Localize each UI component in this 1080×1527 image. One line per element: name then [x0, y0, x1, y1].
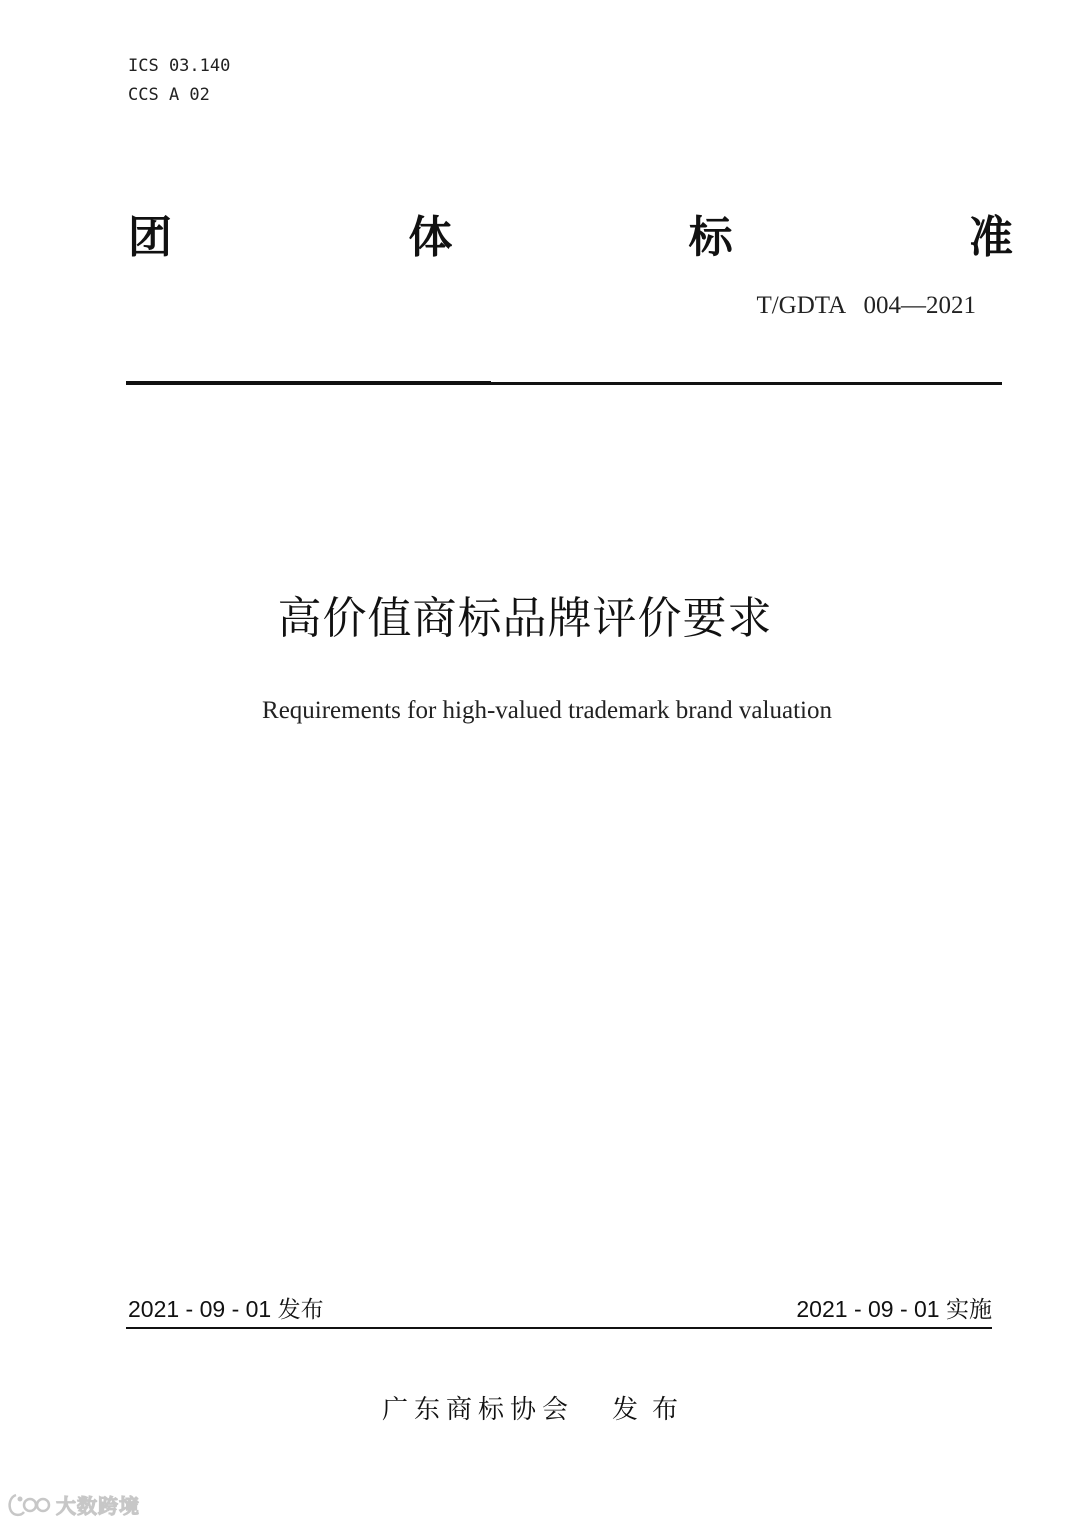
publisher-line — [382, 1389, 692, 1426]
standard-type-char: 标 — [688, 212, 733, 263]
title-cn-text: 高价值商标品牌评价要求 — [277, 593, 773, 644]
standard-type-char: 准 — [968, 212, 1013, 263]
watermark — [6, 1490, 140, 1519]
watermark-text: 大数跨境 — [56, 1494, 140, 1518]
issue-date: 2021 - 09 - 01 发布 — [128, 1296, 324, 1322]
publisher-name: 广东商标协会 — [382, 1395, 575, 1425]
standard-number: T/GDTA 004—2021 — [756, 292, 976, 319]
standard-type-char: 体 — [408, 212, 453, 263]
standard-type-char: 团 — [128, 212, 172, 263]
ccs-code: CCS A 02 — [128, 85, 210, 105]
logo-icon — [6, 1491, 52, 1519]
standard-type-heading — [128, 208, 1013, 268]
ics-code: ICS 03.140 — [128, 56, 231, 76]
publisher-action: 发布 — [612, 1395, 693, 1425]
document-title-cn — [0, 582, 1080, 646]
header-divider-accent — [126, 381, 491, 385]
implementation-date: 2021 - 09 - 01 实施 — [796, 1296, 992, 1322]
title-en-text: Requirements for high-valued trademark brand valuation — [262, 697, 832, 724]
document-title-en — [0, 697, 1080, 725]
footer-divider — [126, 1327, 992, 1329]
